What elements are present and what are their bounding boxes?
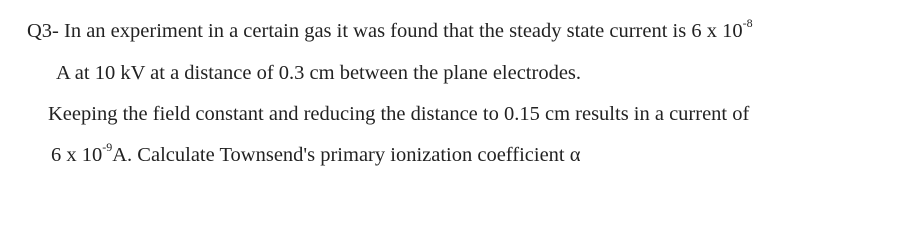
question-line-2-text: A at 10 kV at a distance of 0.3 cm between the plane electrodes. <box>56 62 582 84</box>
question-line-3 <box>48 102 749 126</box>
question-line-4-text: A. Calculate Townsend's primary ionization coefficient α <box>112 144 581 166</box>
question-line-3-text: Keeping the field constant and reducing the distance to 0.15 cm results in a current of <box>48 103 750 125</box>
question-line-1 <box>27 16 753 43</box>
question-line-1-exponent: -8 <box>742 16 753 31</box>
question-line-4 <box>51 140 581 167</box>
question-line-2 <box>56 61 581 85</box>
question-line-4-exponent: -9 <box>102 140 113 155</box>
question-line-4-prefix: 6 x 10 <box>51 144 103 166</box>
question-line-1-text: Q3- In an experiment in a certain gas it was found that the steady state current is 6 x 10 <box>27 20 743 42</box>
